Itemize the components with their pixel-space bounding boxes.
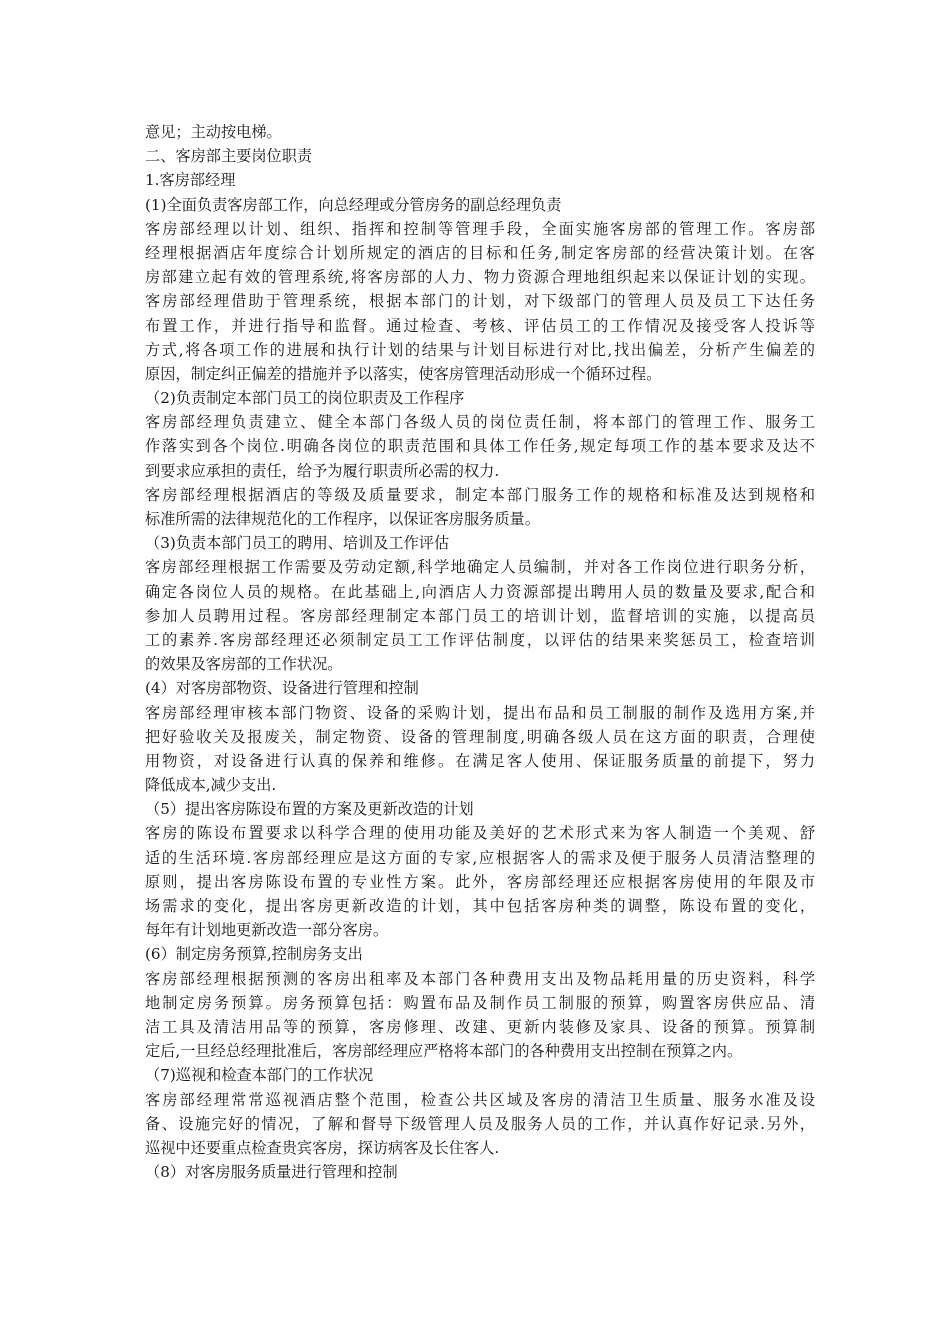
text-line: 1.客房部经理 bbox=[145, 171, 236, 190]
text-line: 经理根据酒店年度综合计划所规定的酒店的目标和任务,制定客房部的经营决策计划。在客 bbox=[145, 243, 815, 262]
text-line: 房部建立起有效的管理系统,将客房部的人力、物力资源合理地组织起来以保证计划的实现。 bbox=[145, 268, 815, 287]
text-line: （7)巡视和检查本部门的工作状况 bbox=[145, 1066, 374, 1085]
text-line: 方式,将各项工作的进展和执行计划的结果与计划目标进行对比,找出偏差，分析产生偏差的 bbox=[145, 340, 815, 359]
text-line: （2)负责制定本部门员工的岗位职责及工作程序 bbox=[145, 389, 465, 408]
text-line: 把好验收关及报废关，制定物资、设备的管理制度,明确各级人员在这方面的职责，合理使 bbox=[145, 727, 815, 746]
text-line: 客房的陈设布置要求以科学合理的使用功能及美好的艺术形式来为客人制造一个美观、舒 bbox=[145, 824, 815, 843]
text-line: (6）制定房务预算,控制房务支出 bbox=[145, 945, 363, 964]
text-line: 的效果及客房部的工作状况。 bbox=[145, 655, 343, 674]
text-line: 到要求应承担的责任，给予为履行职责所必需的权力. bbox=[145, 461, 500, 480]
text-line: 客房部经理根据酒店的等级及质量要求，制定本部门服务工作的规格和标准及达到规格和 bbox=[145, 485, 815, 504]
text-line: 原则，提出客房陈设布置的专业性方案。此外，客房部经理还应根据客房使用的年限及市 bbox=[145, 872, 815, 891]
text-line: 布置工作，并进行指导和监督。通过检查、考核、评估员工的工作情况及接受客人投诉等 bbox=[145, 316, 815, 335]
text-line: 客房部经理审核本部门物资、设备的采购计划，提出布品和员工制服的制作及选用方案,并 bbox=[145, 703, 815, 722]
text-line: 客房部经理负责建立、健全本部门各级人员的岗位责任制，将本部门的管理工作、服务工 bbox=[145, 413, 815, 432]
text-line: 确定各岗位人员的规格。在此基础上,向酒店人力资源部提出聘用人员的数量及要求,配合和 bbox=[145, 582, 815, 601]
text-line: 参加人员聘用过程。客房部经理制定本部门员工的培训计划，监督培训的实施，以提高员 bbox=[145, 606, 815, 625]
text-line: 客房部经理根据预测的客房出租率及本部门各种费用支出及物品耗用量的历史资料，科学 bbox=[145, 969, 815, 988]
text-line: 意见；主动按电梯。 bbox=[145, 123, 282, 141]
text-line: （3)负责本部门员工的聘用、培训及工作评估 bbox=[145, 534, 450, 553]
text-line: 二、客房部主要岗位职责 bbox=[145, 147, 313, 166]
text-line: 标准所需的法律规范化的工作程序，以保证客房服务质量。 bbox=[145, 510, 540, 528]
text-line: (4）对客房部物资、设备进行管理和控制 bbox=[145, 679, 419, 698]
text-line: 地制定房务预算。房务预算包括：购置布品及制作员工制服的预算，购置客房供应品、清 bbox=[145, 993, 815, 1012]
text-line: （8）对客房服务质量进行管理和控制 bbox=[145, 1163, 398, 1182]
text-line: 客房部经理借助于管理系统，根据本部门的计划，对下级部门的管理人员及员工下达任务 bbox=[145, 292, 815, 311]
text-line: 客房部经理常常巡视酒店整个范围，检查公共区域及客房的清洁卫生质量、服务水准及设 bbox=[145, 1090, 815, 1109]
text-line: 定后,一旦经总经理批准后，客房部经理应严格将本部门的各种费用支出控制在预算之内。 bbox=[145, 1042, 743, 1061]
text-line: （5）提出客房陈设布置的方案及更新改造的计划 bbox=[145, 800, 474, 819]
text-line: 洁工具及清洁用品等的预算，客房修理、改建、更新内装修及家具、设备的预算。预算制 bbox=[145, 1017, 815, 1036]
text-line: 降低成本,减少支出. bbox=[145, 776, 277, 795]
text-line: 每年有计划地更新改造一部分客房。 bbox=[145, 921, 388, 940]
text-line: 用物资，对设备进行认真的保养和维修。在满足客人使用、保证服务质量的前提下，努力 bbox=[145, 751, 815, 770]
text-line: 客房部经理根据工作需要及劳动定额,科学地确定人员编制，并对各工作岗位进行职务分析， bbox=[145, 558, 815, 577]
text-line: 场需求的变化，提出客房更新改造的计划，其中包括客房种类的调整，陈设布置的变化， bbox=[145, 897, 815, 915]
text-line: 巡视中还要重点检查贵宾客房，探访病客及长住客人. bbox=[145, 1138, 500, 1157]
document-body bbox=[145, 120, 815, 1184]
text-line: 工的素养.客房部经理还必须制定员工工作评估制度，以评估的结果来奖惩员工，检查培训 bbox=[145, 630, 815, 649]
text-line: 客房部经理以计划、组织、指挥和控制等管理手段，全面实施客房部的管理工作。客房部 bbox=[145, 219, 815, 238]
text-line: 作落实到各个岗位.明确各岗位的职责范围和具体工作任务,规定每项工作的基本要求及达不 bbox=[145, 437, 815, 456]
text-line: 备、设施完好的情况，了解和督导下级管理人员及服务人员的工作，并认真作好记录.另外， bbox=[145, 1114, 815, 1133]
text-line: 适的生活环境.客房部经理应是这方面的专家,应根据客人的需求及便于服务人员清洁整理的 bbox=[145, 848, 815, 867]
text-line: 原因，制定纠正偏差的措施并予以落实，使客房管理活动形成一个循环过程。 bbox=[145, 364, 662, 383]
text-line: (1)全面负责客房部工作，向总经理或分管房务的副总经理负责 bbox=[145, 195, 562, 214]
